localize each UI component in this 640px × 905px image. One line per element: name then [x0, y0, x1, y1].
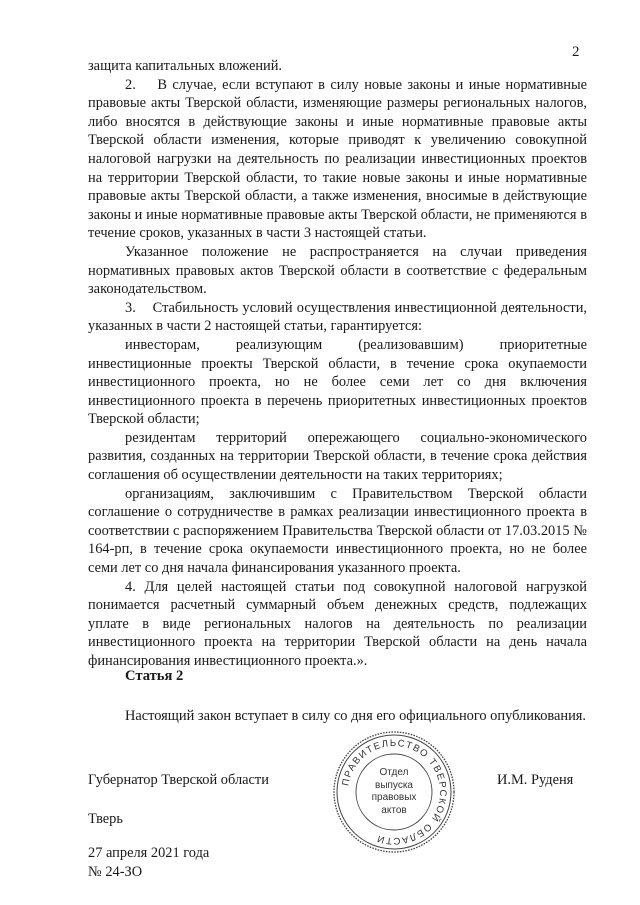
stamp-center-text	[330, 728, 458, 856]
body-paragraph: 3. Стабильность условий осуществления инвестиционной деятельности, указанных в части 2 настоящей статьи, гарантируется:	[88, 299, 587, 335]
official-stamp	[330, 728, 458, 856]
stamp-center-line: Отдел	[379, 767, 409, 778]
stamp-ring-text: ПРАВИТЕЛЬСТВО ТВЕРСКОЙ ОБЛАСТИ	[340, 737, 449, 847]
body-paragraph: резидентам территорий опережающего социально-экономического развития, созданных на территории Тверской области, в течение срока действия соглашения об осуществлении деятельности на таких территориях;	[88, 429, 587, 484]
stamp-center-line: актов	[381, 804, 407, 816]
signatory-name: И.М. Руденя	[497, 772, 574, 788]
final-paragraph: Настоящий закон вступает в силу со дня его официального опубликования.	[125, 708, 586, 724]
body-paragraph: защита капитальных вложений.	[88, 58, 283, 74]
body-paragraph: организациям, заключившим с Правительством Тверской области соглашение о сотрудничестве в рамках реализации инвестиционного проекта в соответствии с распоряжением Правительства Тверской области от 17.03.2015 № 164-рп, в течение срока окупаемости инвестиционного проекта, но не более семи лет со дня начала финансирования указанного проекта.	[88, 485, 587, 577]
stamp-center-line: правовых	[371, 792, 417, 803]
body-paragraph: 2. В случае, если вступают в силу новые законы и иные нормативные правовые акты Тверской области, изменяющие размеры региональных налогов, либо вносятся в действующие законы и иные нормативные правовые акты Тверской области изменения, которые приводят к увеличению совокупной налоговой нагрузки на деятельность по реализации инвестиционных проектов на территории Тверской области, то такие новые законы и иные нормативные правовые акты Тверской области, а также изменения, вносимые в действующие законы и иные нормативные правовые акты Тверской области, не применяются в течение сроков, указанных в части 3 настоящей статьи.	[88, 76, 587, 242]
stamp-center-line: выпуска	[375, 779, 413, 791]
document-date: 27 апреля 2021 года	[88, 845, 210, 861]
article-heading: Статья 2	[125, 668, 184, 684]
document-body	[88, 57, 587, 671]
law-number: № 24-ЗО	[88, 864, 143, 880]
page-number: 2	[572, 44, 580, 60]
body-paragraph: 4. Для целей настоящей статьи под совокупной налоговой нагрузкой понимается расчетный суммарный объем денежных средств, подлежащих уплате в виде региональных налогов на деятельность по реализации инвестиционного проекта на территории Тверской области на день начала финансирования инвестиционного проекта.».	[88, 578, 587, 669]
body-paragraph: инвесторам, реализующим (реализовавшим) приоритетные инвестиционные проекты Тверской области, в течение срока окупаемости инвестиционного проекта, но не более семи лет со дня включения инвестиционного проекта в перечень приоритетных инвестиционных проектов Тверской области;	[88, 336, 587, 428]
city: Тверь	[88, 811, 123, 827]
body-paragraph: Указанное положение не распространяется на случаи приведения нормативных правовых актов Тверской области в соответствие с федеральным законодательством.	[88, 243, 587, 298]
signatory-position: Губернатор Тверской области	[88, 772, 269, 788]
